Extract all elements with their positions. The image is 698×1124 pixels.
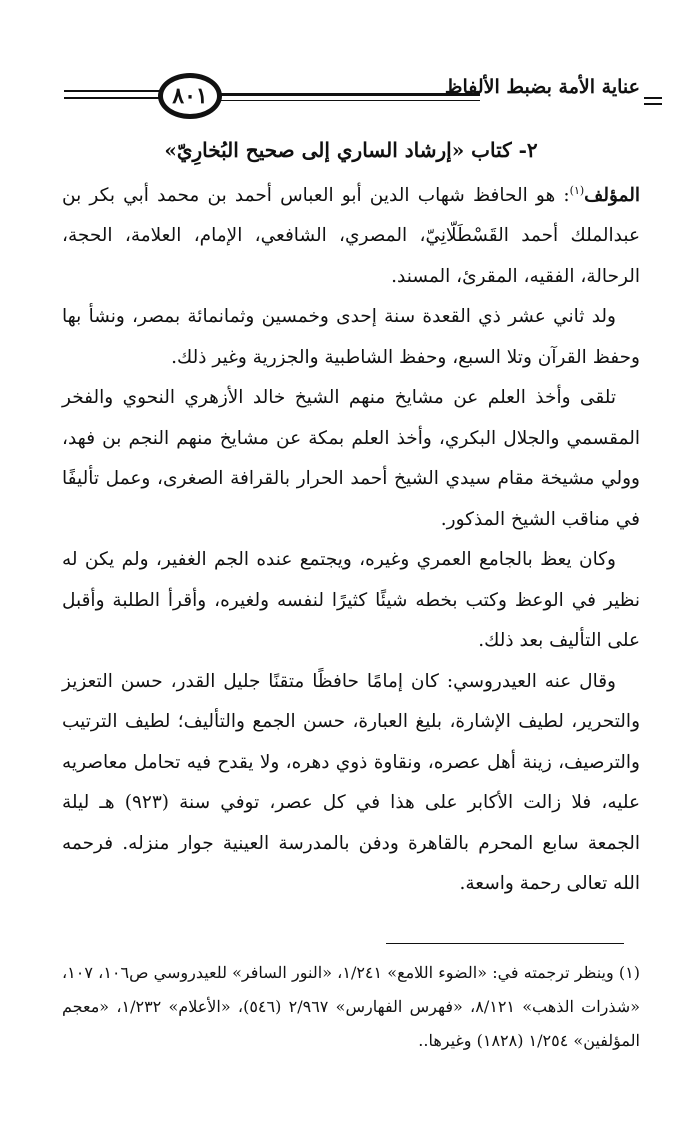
paragraph-preaching: وكان يعظ بالجامع العمري وغيره، ويجتمع عنده الجم الغفير، ولم يكن له نظير في الوعظ وكتب بخطه شيئًا كثيرًا لنفسه ولغيره، وأقرأ الطلبة وأقبل على التأليف بعد ذلك.	[62, 549, 640, 652]
header-rule	[64, 90, 164, 92]
paragraph-praise: وقال عنه العيدروسي: كان إمامًا حافظًا متقنًا جليل القدر، حسن التعزيز والتحرير، لطيف الإشارة، بليغ العبارة، حسن الجمع والتأليف؛ لطيف الترتيب والترصيف، زينة أهل عصره، ونقاوة ذوي دهره، ولا يقدح فيه تحامل معاصريه عليه، فلا زالت الأكابر على هذا في كل عصر، توفي سنة (٩٢٣) هـ ليلة الجمعة سابع المحرم بالقاهرة ودفن بالمدرسة العينية جوار منزله. فرحمه الله تعالى رحمة واسعة.	[62, 670, 640, 895]
author-paragraph	[62, 171, 640, 298]
main-text	[62, 130, 640, 905]
header-rule	[64, 97, 164, 99]
header-rule	[644, 103, 662, 105]
footnote-ref[interactable]: (١)	[569, 183, 585, 197]
page-header	[60, 70, 640, 130]
paragraph-teachers: تلقى وأخذ العلم عن مشايخ منهم الشيخ خالد الأزهري النحوي والفخر المقسمي والجلال البكري، وأخذ العلم بمكة عن مشايخ منهم النجم بن فهد، وولي مشيخة مقام سيدي الشيخ أحمد الحرار بالقرافة الصغرى، وعمل تأليفًا في مناقب الشيخ المذكور.	[62, 387, 640, 530]
author-label: المؤلف	[584, 184, 640, 206]
header-rule	[220, 100, 480, 101]
section-title: ٢- كتاب «إرشاد الساري إلى صحيح البُخارِيّ»	[164, 138, 538, 162]
footnote: (١) وينظر ترجمته في: «الضوء اللامع» ١/٢٤١، «النور السافر» للعيدروسي ص١٠٦، ١٠٧، «شذرات الذهب» ٨/١٢١، «فهرس الفهارس» ٢/٩٦٧ (٥٤٦)، «الأعلام» ١/٢٣٢، «معجم المؤلفين» ١/٢٥٤ (١٨٢٨) وغيرها..	[62, 963, 641, 1050]
footnote-separator	[386, 943, 624, 944]
author-text: : هو الحافظ شهاب الدين أبو العباس أحمد بن محمد أبي بكر بن عبدالملك أحمد القَسْطَلّانِيّ، المصري، الشافعي، الإمام، العلامة، الحجة، الرحالة، الفقيه، المقرئ، المسند.	[62, 184, 640, 287]
page-number: ٨٠١	[158, 73, 222, 119]
header-rule	[644, 97, 662, 99]
paragraph-birth: ولد ثاني عشر ذي القعدة سنة إحدى وخمسين وثمانمائة بمصر، ونشأ بها وحفظ القرآن وتلا السبع، وحفظ الشاطبية والجزرية وغير ذلك.	[62, 306, 640, 368]
running-title: عناية الأمة بضبط الألفاظ	[444, 76, 640, 98]
